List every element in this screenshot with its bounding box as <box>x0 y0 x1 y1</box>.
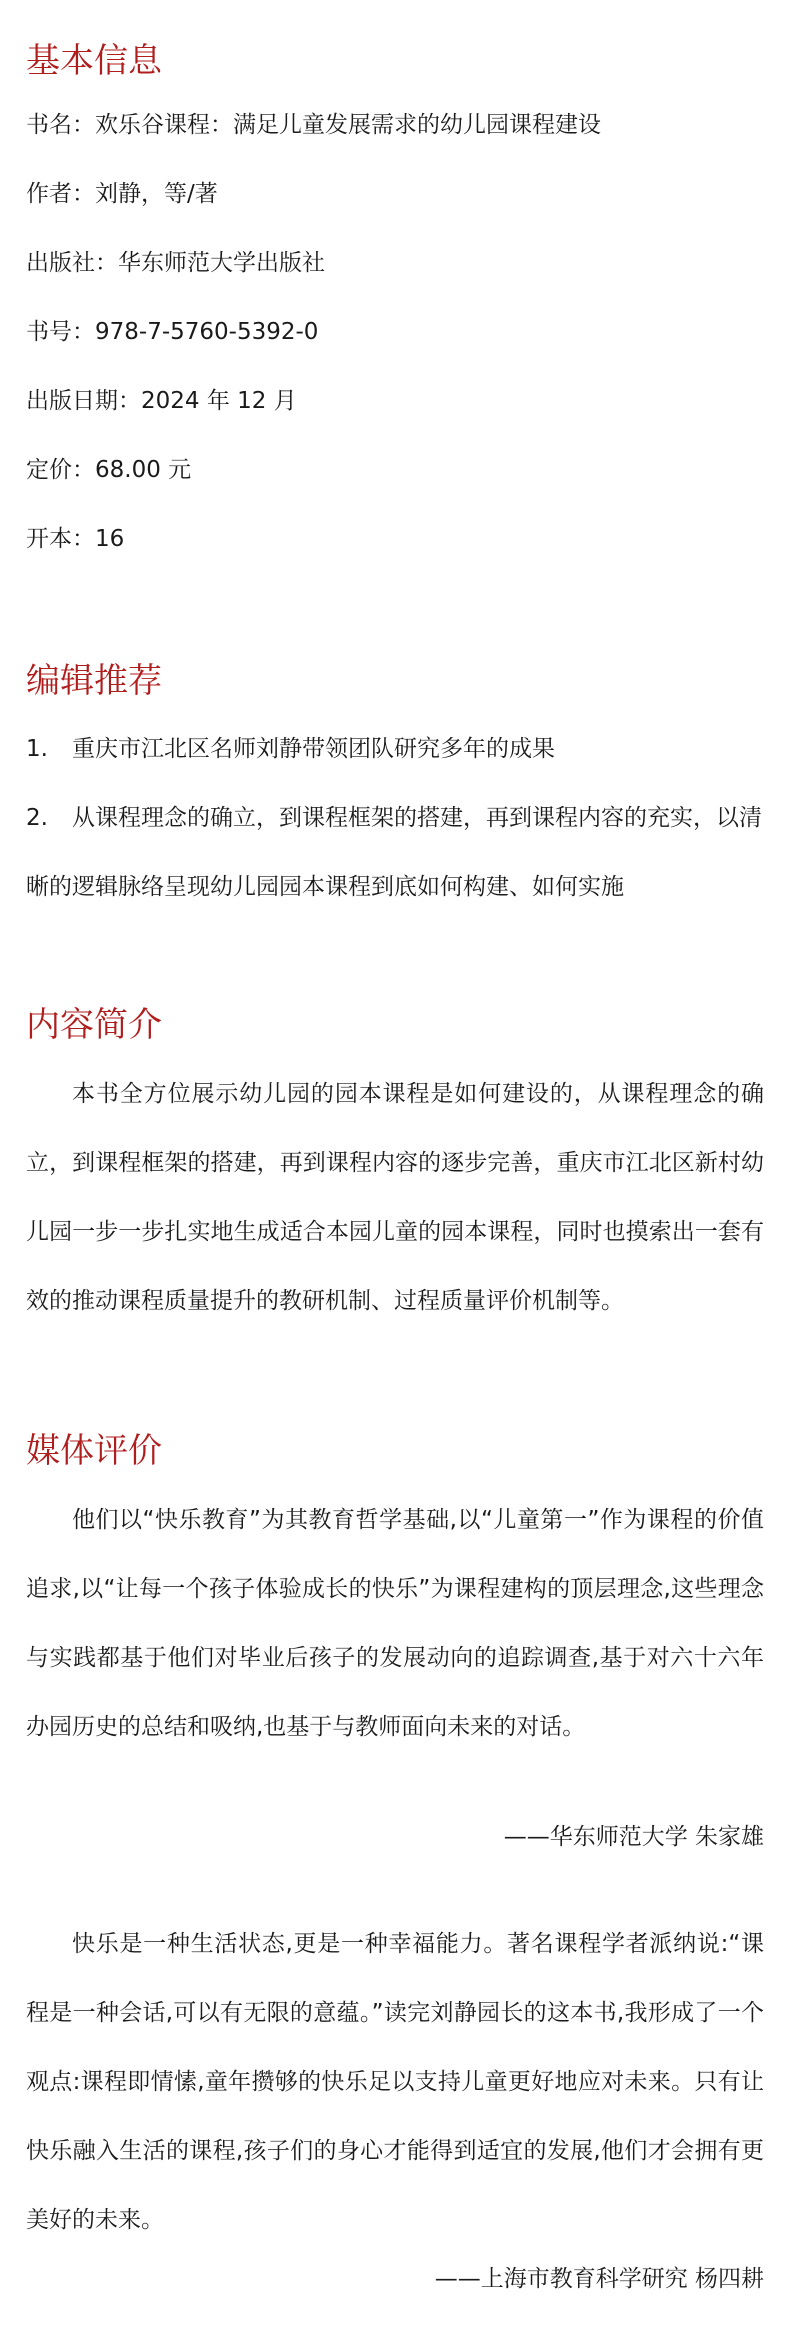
format-line: 开本：16 <box>26 526 125 552</box>
basic-info-heading: 基本信息 <box>26 41 162 81</box>
book-name-line: 书名：欢乐谷课程：满足儿童发展需求的幼儿园课程建设 <box>26 112 601 138</box>
recommend-item-1 <box>26 715 764 784</box>
isbn-line: 书号：978-7-5760-5392-0 <box>26 319 319 345</box>
recommend-item-number: 1. <box>26 736 48 762</box>
recommend-item-2 <box>26 784 764 922</box>
review-paragraph-1: 他们以“快乐教育”为其教育哲学基础,以“儿童第一”作为课程的价值追求,以“让每一个孩子体验成长的快乐”为课程建构的顶层理念,这些理念与实践都基于他们对毕业后孩子的发展动向的追踪调查,基于对六十六年办园历史的总结和吸纳,也基于与教师面向未来的对话。 <box>26 1507 764 1740</box>
recommend-item-text: 从课程理念的确立，到课程框架的搭建，再到课程内容的充实，以清晰的逻辑脉络呈现幼儿园园本课程到底如何构建、如何实施 <box>26 805 762 900</box>
recommend-item-number: 2. <box>26 805 48 831</box>
summary-heading: 内容简介 <box>26 1005 162 1045</box>
author-line: 作者：刘静，等/著 <box>26 181 218 207</box>
editor-recommend-heading: 编辑推荐 <box>26 661 162 701</box>
recommend-item-text: 重庆市江北区名师刘静带领团队研究多年的成果 <box>72 736 555 762</box>
review-signature-1: ——华东师范大学 朱家雄 <box>503 1824 764 1850</box>
summary-paragraph: 本书全方位展示幼儿园的园本课程是如何建设的，从课程理念的确立，到课程框架的搭建，再到课程内容的逐步完善，重庆市江北区新村幼儿园一步一步扎实地生成适合本园儿童的园本课程，同时也摸索出一套有效的推动课程质量提升的教研机制、过程质量评价机制等。 <box>26 1081 764 1314</box>
review-signature-2: ——上海市教育科学研究 杨四耕 <box>434 2266 764 2292</box>
price-line: 定价：68.00 元 <box>26 457 192 483</box>
pub-date-line: 出版日期：2024 年 12 月 <box>26 388 297 414</box>
review-paragraph-2: 快乐是一种生活状态,更是一种幸福能力。著名课程学者派纳说:“课程是一种会话,可以有无限的意蕴。”读完刘静园长的这本书,我形成了一个观点:课程即情愫,童年攒够的快乐足以支持儿童更好地应对未来。只有让快乐融入生活的课程,孩子们的身心才能得到适宜的发展,他们才会拥有更美好的未来。 <box>26 1931 764 2233</box>
media-reviews-heading: 媒体评价 <box>26 1431 162 1471</box>
publisher-line: 出版社：华东师范大学出版社 <box>26 250 325 276</box>
